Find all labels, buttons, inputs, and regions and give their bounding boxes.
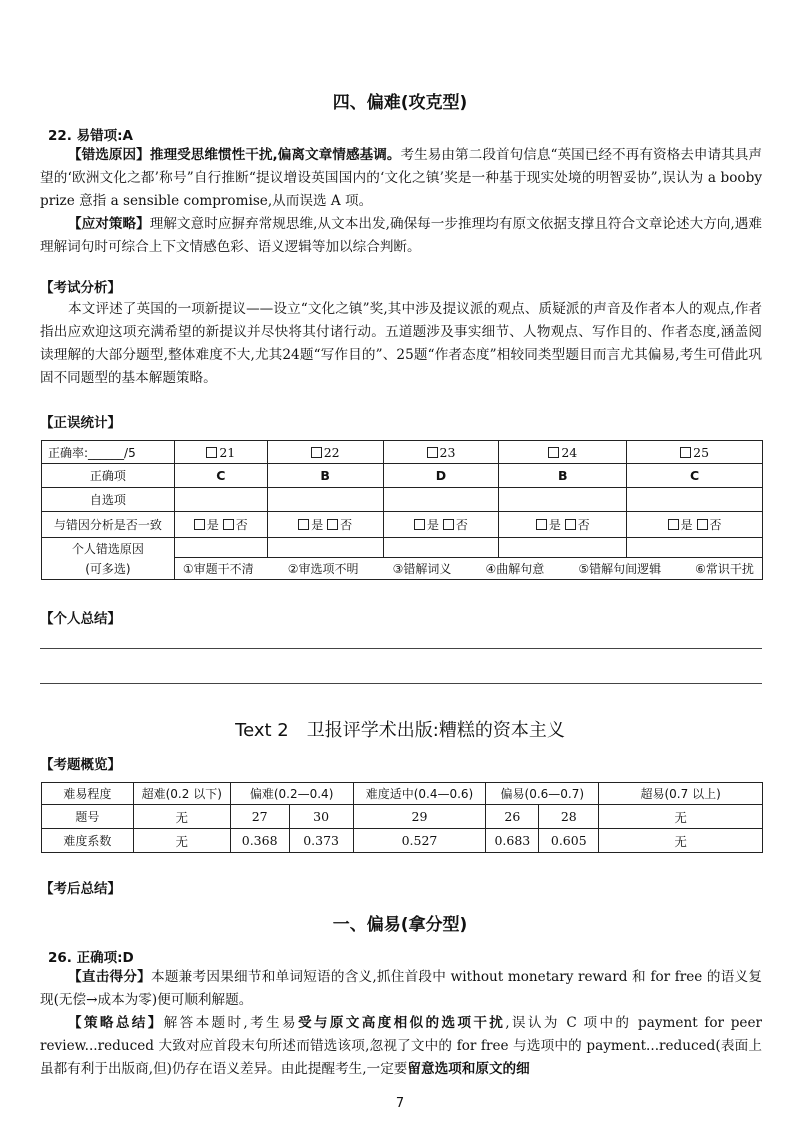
- checkbox-icon[interactable]: [427, 447, 438, 458]
- reason-option[interactable]: ②审选项不明: [287, 562, 359, 576]
- checkbox-icon[interactable]: [536, 519, 547, 530]
- reason-options: [174, 558, 762, 580]
- level-medium: 难度适中(0.4—0.6): [353, 783, 486, 805]
- q-check-21[interactable]: 21: [174, 441, 267, 464]
- stats-heading: 【正误统计】: [40, 415, 121, 431]
- num-cell: 无: [133, 805, 230, 829]
- match-options: 是 否: [383, 512, 499, 538]
- reason-label-cell: [42, 538, 175, 580]
- reason-option[interactable]: ③错解词义: [392, 562, 452, 576]
- page-number: 7: [395, 1096, 405, 1111]
- reason-label: 【错选原因】: [68, 147, 150, 163]
- summary-heading: 【个人总结】: [40, 611, 121, 627]
- strategy-label: 【策略总结】: [68, 1015, 164, 1031]
- q-check-24[interactable]: 24: [499, 441, 627, 464]
- num-cell: 30: [289, 805, 353, 829]
- strategy-label: 【应对策略】: [68, 216, 150, 232]
- level-very-easy: 超易(0.7 以上): [599, 783, 763, 805]
- reason-option[interactable]: ①审题干不清: [182, 562, 254, 576]
- num-cell: 26: [486, 805, 539, 829]
- checkbox-icon[interactable]: [327, 519, 338, 530]
- direct-text: 本题兼考因果细节和单词短语的含义,抓住首段中 without monetary reward 和 for free 的语义复现(无偿→成本为零)便可顺利解题。: [40, 969, 763, 1008]
- coef-cell: 0.605: [539, 829, 599, 853]
- overview-row-numbers: [42, 805, 763, 829]
- checkbox-icon[interactable]: [680, 447, 691, 458]
- coef-cell: 无: [133, 829, 230, 853]
- coef-cell: 0.527: [353, 829, 486, 853]
- direct-label: 【直击得分】: [68, 969, 152, 985]
- checkbox-icon[interactable]: [414, 519, 425, 530]
- checkbox-icon[interactable]: [697, 519, 708, 530]
- stats-row-match: [42, 512, 763, 538]
- stats-row-self: [42, 488, 763, 512]
- num-cell: 无: [599, 805, 763, 829]
- strategy-text: ,误认为 C 项中的 payment for peer review...reduced 大致对应首段末句所述而错选该项,忽视了文中的 for free 与选项中的 payment...reduced(表面上虽都有利于出版商,但)仍存在语义差异。由此提醒考生,一定要: [40, 1015, 763, 1077]
- overview-row-coef: [42, 829, 763, 853]
- correct-answer: C: [627, 464, 763, 488]
- post-heading: 【考后总结】: [40, 881, 121, 897]
- accuracy-label: 正确率:: [48, 445, 89, 460]
- coef-cell: 0.373: [289, 829, 353, 853]
- self-answer-cell[interactable]: [267, 488, 383, 512]
- correct-answer: B: [267, 464, 383, 488]
- coef-label: 难度系数: [42, 829, 134, 853]
- checkbox-icon[interactable]: [223, 519, 234, 530]
- checkbox-icon[interactable]: [443, 519, 454, 530]
- strategy-text: 理解文意时应摒弃常规思维,从文本出发,确保每一步推理均有原文依据支撑且符合文章论述大方向,遇难理解词句时可综合上下文情感色彩、语义逻辑等加以综合判断。: [40, 216, 762, 255]
- accuracy-cell: [42, 441, 175, 464]
- match-options: 是 否: [499, 512, 627, 538]
- correct-label: 正确项: [42, 464, 175, 488]
- level-hard: 偏难(0.2—0.4): [230, 783, 353, 805]
- overview-row-levels: [42, 783, 763, 805]
- checkbox-icon[interactable]: [311, 447, 322, 458]
- checkbox-icon[interactable]: [668, 519, 679, 530]
- q-check-22[interactable]: 22: [267, 441, 383, 464]
- level-label: 难易程度: [42, 783, 134, 805]
- analysis-heading: 【考试分析】: [40, 280, 121, 296]
- checkbox-icon[interactable]: [565, 519, 576, 530]
- q26-strategy: [40, 1012, 762, 1081]
- coef-cell: 0.683: [486, 829, 539, 853]
- reason-bold: 推理受思维惯性干扰,偏离文章情感基调。: [149, 147, 401, 163]
- reason-text: 考生易由第二段首句信息“英国已经不再有资格去申请其具声望的‘欧洲文化之都’称号”自行推断“提议增设英国国内的‘文化之镇’奖是一种基于现实处境的明智妥协”,误认为 a booby prize 意指 a sensible compromise,从而误选 A 项。: [40, 147, 763, 209]
- reason-label-1: 个人错选原因: [71, 541, 144, 556]
- coef-cell: 无: [599, 829, 763, 853]
- accuracy-total: /5: [124, 445, 136, 460]
- level-easy: 偏易(0.6—0.7): [486, 783, 599, 805]
- summary-line[interactable]: [40, 683, 762, 684]
- match-options: 是 否: [174, 512, 267, 538]
- stats-row-correct: [42, 464, 763, 488]
- match-options: 是 否: [627, 512, 763, 538]
- match-options: 是 否: [267, 512, 383, 538]
- section-title-hard: 四、偏难(攻克型): [332, 93, 468, 113]
- q26-heading: 26. 正确项:D: [48, 950, 134, 966]
- checkbox-icon[interactable]: [298, 519, 309, 530]
- overview-heading: 【考题概览】: [40, 757, 121, 773]
- q22-heading: 22. 易错项:A: [48, 128, 133, 144]
- summary-line[interactable]: [40, 648, 762, 649]
- checkbox-icon[interactable]: [548, 447, 559, 458]
- text2-title: Text 2 卫报评学术出版:糟糕的资本主义: [235, 720, 565, 741]
- q-check-23[interactable]: 23: [383, 441, 499, 464]
- overview-table: [41, 782, 763, 853]
- accuracy-blank[interactable]: ______: [88, 445, 125, 460]
- reason-option[interactable]: ⑥常识干扰: [695, 562, 754, 576]
- self-answer-cell[interactable]: [174, 488, 267, 512]
- correct-answer: D: [383, 464, 499, 488]
- reason-option[interactable]: ④曲解句意: [485, 562, 545, 576]
- num-label: 题号: [42, 805, 134, 829]
- q-check-25[interactable]: 25: [627, 441, 763, 464]
- self-answer-cell[interactable]: [383, 488, 499, 512]
- stats-row-reason-a: [42, 538, 763, 558]
- correct-answer: B: [499, 464, 627, 488]
- self-label: 自选项: [42, 488, 175, 512]
- num-cell: 29: [353, 805, 486, 829]
- reason-label-2: (可多选): [85, 561, 131, 576]
- strategy-pre: 解答本题时,考生易: [163, 1015, 298, 1031]
- strategy-tail: 留意选项和原文的细: [407, 1061, 530, 1077]
- reason-option[interactable]: ⑤错解句间逻辑: [578, 562, 662, 576]
- q22-strategy: [40, 213, 762, 259]
- coef-cell: 0.368: [230, 829, 289, 853]
- section-title-easy: 一、偏易(拿分型): [332, 915, 468, 935]
- stats-table: [41, 440, 763, 580]
- match-label: 与错因分析是否一致: [42, 512, 175, 538]
- stats-row-questions: [42, 441, 763, 464]
- analysis-text: 本文评述了英国的一项新提议——设立“文化之镇”奖,其中涉及提议派的观点、质疑派的声音及作者本人的观点,作者指出应欢迎这项充满希望的新提议并尽快将其付诸行动。五道题涉及事实细节、人物观点、写作目的、作者态度,涵盖阅读理解的大部分题型,整体难度不大,尤其24题“写作目的”、25题“作者态度”相较同类型题目而言尤其偏易,考生可借此巩固不同题型的基本解题策略。: [40, 301, 762, 386]
- self-answer-cell[interactable]: [499, 488, 627, 512]
- level-very-hard: 超难(0.2 以下): [133, 783, 230, 805]
- q22-reason: [40, 144, 762, 213]
- self-answer-cell[interactable]: [627, 488, 763, 512]
- num-cell: 28: [539, 805, 599, 829]
- num-cell: 27: [230, 805, 289, 829]
- correct-answer: C: [174, 464, 267, 488]
- checkbox-icon[interactable]: [206, 447, 217, 458]
- checkbox-icon[interactable]: [194, 519, 205, 530]
- q26-direct: [40, 966, 762, 1012]
- strategy-bold: 受与原文高度相似的选项干扰: [297, 1015, 506, 1031]
